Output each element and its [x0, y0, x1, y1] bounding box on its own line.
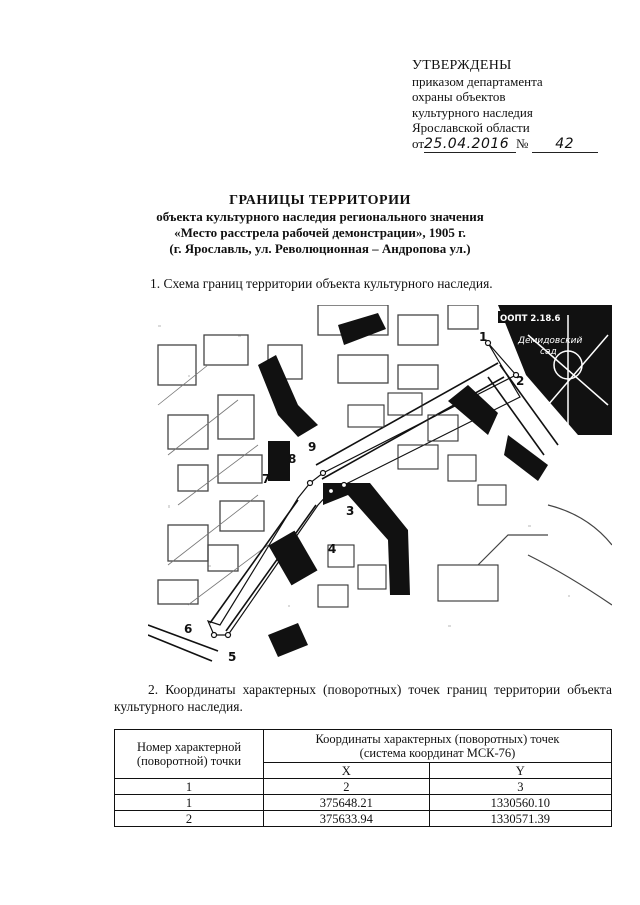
- point-label: 8: [288, 452, 297, 466]
- date-value: 25.04.2016: [424, 137, 516, 154]
- table-index-row: [115, 779, 612, 795]
- date-prefix: от: [412, 135, 425, 151]
- map-label-park: Демидовский: [518, 336, 583, 346]
- map-label-park: сад: [540, 347, 557, 357]
- table-cell: 1330571.39: [429, 811, 611, 827]
- table-cell: 1: [115, 795, 264, 811]
- table-header-coordinates: [264, 730, 612, 763]
- table-header-coordinates-line: Координаты характерных (поворотных) точек: [315, 732, 560, 746]
- order-number: 42: [532, 137, 598, 154]
- title-line: «Место расстрела рабочей демонстрации», 1905 г.: [174, 225, 466, 240]
- title-main: ГРАНИЦЫ ТЕРРИТОРИИ: [229, 193, 411, 208]
- approval-line: культурного наследия: [412, 104, 533, 120]
- title-line: объекта культурного наследия регионального значения: [156, 209, 484, 224]
- table-cell: 1330560.10: [429, 795, 611, 811]
- table-cell: 375648.21: [264, 795, 430, 811]
- approval-line: Ярославской области: [412, 120, 530, 135]
- point-label: 3: [346, 504, 355, 518]
- map-label-oopt: ООПТ 2.18.6: [500, 314, 561, 324]
- table-cell: 1: [115, 779, 264, 795]
- coordinates-table: [114, 729, 612, 827]
- table-header-x: X: [264, 763, 430, 779]
- point-label: 9: [308, 440, 317, 454]
- point-label: 4: [328, 542, 337, 556]
- approval-line: приказом департамента: [412, 73, 543, 89]
- boundary-map: [148, 305, 612, 665]
- number-prefix: №: [516, 135, 529, 151]
- point-label: 1: [479, 330, 488, 344]
- section-1-caption: 1. Схема границ территории объекта культурного наследия.: [150, 276, 493, 291]
- table-cell: 2: [264, 779, 430, 795]
- point-label: 6: [184, 622, 193, 636]
- table-row: [115, 811, 612, 827]
- table-cell: 3: [429, 779, 611, 795]
- approval-block: [412, 58, 612, 153]
- table-cell: 2: [115, 811, 264, 827]
- title-line: (г. Ярославль, ул. Революционная – Андропова ул.): [169, 241, 471, 256]
- section-2-caption: 2. Координаты характерных (поворотных) точек границ территории объекта культурного наследия.: [114, 682, 612, 714]
- table-header-coordinates-line: (система координат МСК-76): [359, 746, 516, 760]
- approval-line: охраны объектов: [412, 89, 506, 104]
- point-label: 2: [516, 374, 525, 388]
- point-label: 5: [228, 650, 237, 664]
- document-title: [0, 193, 640, 257]
- table-header-point-number: Номер характерной (поворотной) точки: [115, 730, 264, 779]
- point-label: 7: [262, 472, 271, 486]
- table-header-y: Y: [429, 763, 611, 779]
- approval-heading: УТВЕРЖДЕНЫ: [412, 58, 512, 73]
- table-cell: 375633.94: [264, 811, 430, 827]
- table-row: [115, 795, 612, 811]
- approval-date-line: [412, 136, 612, 154]
